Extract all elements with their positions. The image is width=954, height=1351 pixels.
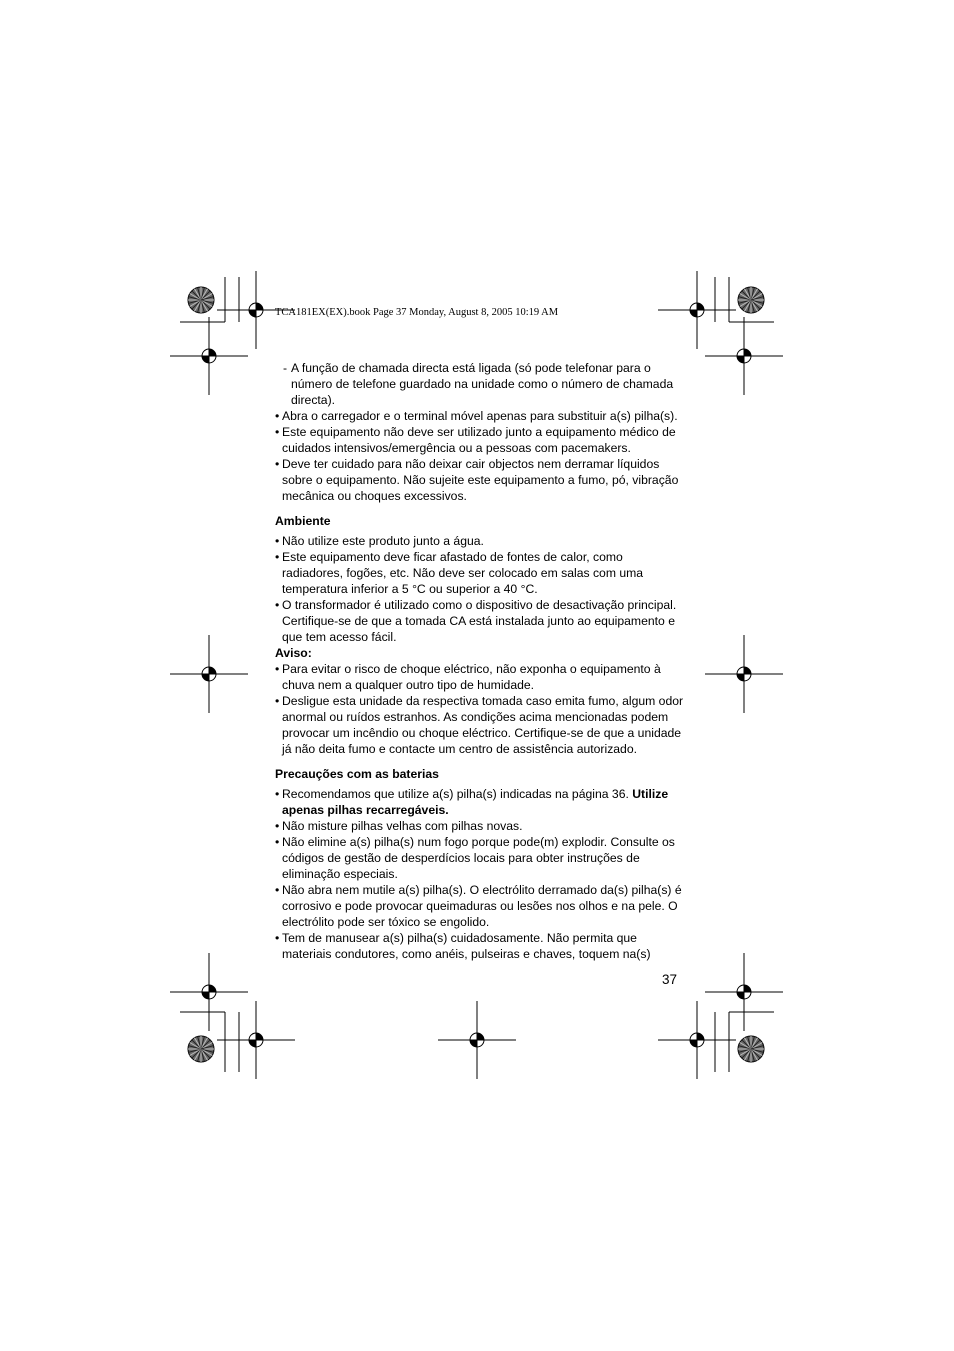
bullet-marker: •: [275, 534, 280, 548]
battery-bullet: [275, 834, 685, 882]
battery-bullet: [275, 882, 685, 930]
intro-bullet: [275, 408, 685, 424]
registration-crosshair-icon: [658, 1001, 736, 1079]
section-heading-environment: Ambiente: [275, 514, 331, 528]
intro-bullet-text: Este equipamento não deve ser utilizado junto a equipamento médico de cuidados intensivos/emergência ou a pessoas com pacemakers.: [282, 425, 676, 455]
registration-crosshair-icon: [705, 953, 783, 1031]
bullet-marker: •: [275, 598, 280, 612]
dash-marker: -: [283, 361, 288, 375]
bullet-marker: •: [275, 457, 280, 471]
page-body: [275, 360, 685, 962]
battery-bullet-text: Não abra nem mutile a(s) pilha(s). O electrólito derramado da(s) pilha(s) é corrosivo e pode provocar queimaduras ou lesões nos olhos e na pele. O electrólito pode ser tóxico se engolido.: [282, 883, 682, 929]
registration-crosshair-icon: [705, 317, 783, 395]
bullet-marker: •: [275, 883, 280, 897]
registration-crosshair-icon: [217, 1001, 295, 1079]
environment-bullet: [275, 549, 685, 597]
registration-crosshair-icon: [170, 635, 248, 713]
registration-crosshair-icon: [705, 635, 783, 713]
bullet-marker: •: [275, 819, 280, 833]
intro-bullet-text: Abra o carregador e o terminal móvel apenas para substituir a(s) pilha(s).: [282, 409, 678, 423]
environment-bullet-text: O transformador é utilizado como o dispositivo de desactivação principal. Certifique-se de que a tomada CA está instalada junto ao equipamento e que tem acesso fácil.: [282, 598, 677, 644]
page-number: 37: [662, 972, 678, 987]
registration-crosshair-icon: [170, 317, 248, 395]
battery-bullet: [275, 818, 685, 834]
environment-bullet-text: Não utilize este produto junto a água.: [282, 534, 484, 548]
warning-bullet-text: Para evitar o risco de choque eléctrico, não exponha o equipamento à chuva nem a qualquer outro tipo de humidade.: [282, 662, 661, 692]
registration-crosshair-icon: [170, 953, 248, 1031]
intro-bullet-text: Deve ter cuidado para não deixar cair objectos nem derramar líquidos sobre o equipamento. Não sujeite este equipamento a fumo, pó, vibração mecânica ou choques excessivos.: [282, 457, 679, 503]
bullet-marker: •: [275, 787, 280, 801]
registration-crosshair-icon: [658, 271, 736, 349]
file-info-header: TCA181EX(EX).book Page 37 Monday, August 8, 2005 10:19 AM: [275, 307, 559, 318]
intro-bullet: [275, 424, 685, 456]
bullet-marker: •: [275, 409, 280, 423]
color-starburst-icon: [188, 287, 214, 313]
dash-item-text: A função de chamada directa está ligada (só pode telefonar para o número de telefone guardado na unidade como o número de chamada directa).: [291, 361, 674, 407]
warning-label: Aviso:: [275, 646, 312, 660]
bullet-marker: •: [275, 425, 280, 439]
intro-bullet: [275, 456, 685, 504]
environment-bullet: [275, 533, 685, 549]
bullet-marker: •: [275, 550, 280, 564]
battery-bullet: [275, 786, 685, 818]
environment-bullet-text: Este equipamento deve ficar afastado de fontes de calor, como radiadores, fogões, etc. Não deve ser colocado em salas com uma temperatura inferior a 5 °C ou superior a 40 °C.: [282, 550, 644, 596]
warning-bullet: [275, 693, 685, 757]
color-starburst-icon: [738, 1036, 764, 1062]
battery-bullet-text: Tem de manusear a(s) pilha(s) cuidadosamente. Não permita que materiais condutores, como anéis, pulseiras e chaves, toquem na(s): [282, 931, 651, 961]
color-starburst-icon: [738, 287, 764, 313]
bullet-marker: •: [275, 694, 280, 708]
battery-bullet-bold-text: Utilize apenas pilhas recarregáveis.: [282, 787, 669, 817]
warning-bullet: [275, 661, 685, 693]
environment-bullet: [275, 597, 685, 645]
registration-crosshair-icon: [438, 1001, 516, 1079]
warning-bullet-text: Desligue esta unidade da respectiva tomada caso emita fumo, algum odor anormal ou ruídos estranhos. As condições acima mencionadas podem provocar um incêndio ou choque eléctrico. Certifique-se de que a unidade já não deita fumo e contacte um centro de assistência autorizado.: [282, 694, 684, 756]
battery-bullet-text: Não elimine a(s) pilha(s) num fogo porque pode(m) explodir. Consulte os códigos de gestão de desperdícios locais para obter instruções de eliminação especiais.: [282, 835, 675, 881]
dash-list-item: [275, 360, 685, 408]
battery-bullet-text: Não misture pilhas velhas com pilhas novas.: [282, 819, 523, 833]
color-starburst-icon: [188, 1036, 214, 1062]
bullet-marker: •: [275, 835, 280, 849]
section-heading-batteries: Precauções com as baterias: [275, 767, 439, 781]
bullet-marker: •: [275, 662, 280, 676]
battery-bullet: [275, 930, 685, 962]
battery-bullet-text: Recomendamos que utilize a(s) pilha(s) indicadas na página 36.: [282, 787, 633, 801]
bullet-marker: •: [275, 931, 280, 945]
